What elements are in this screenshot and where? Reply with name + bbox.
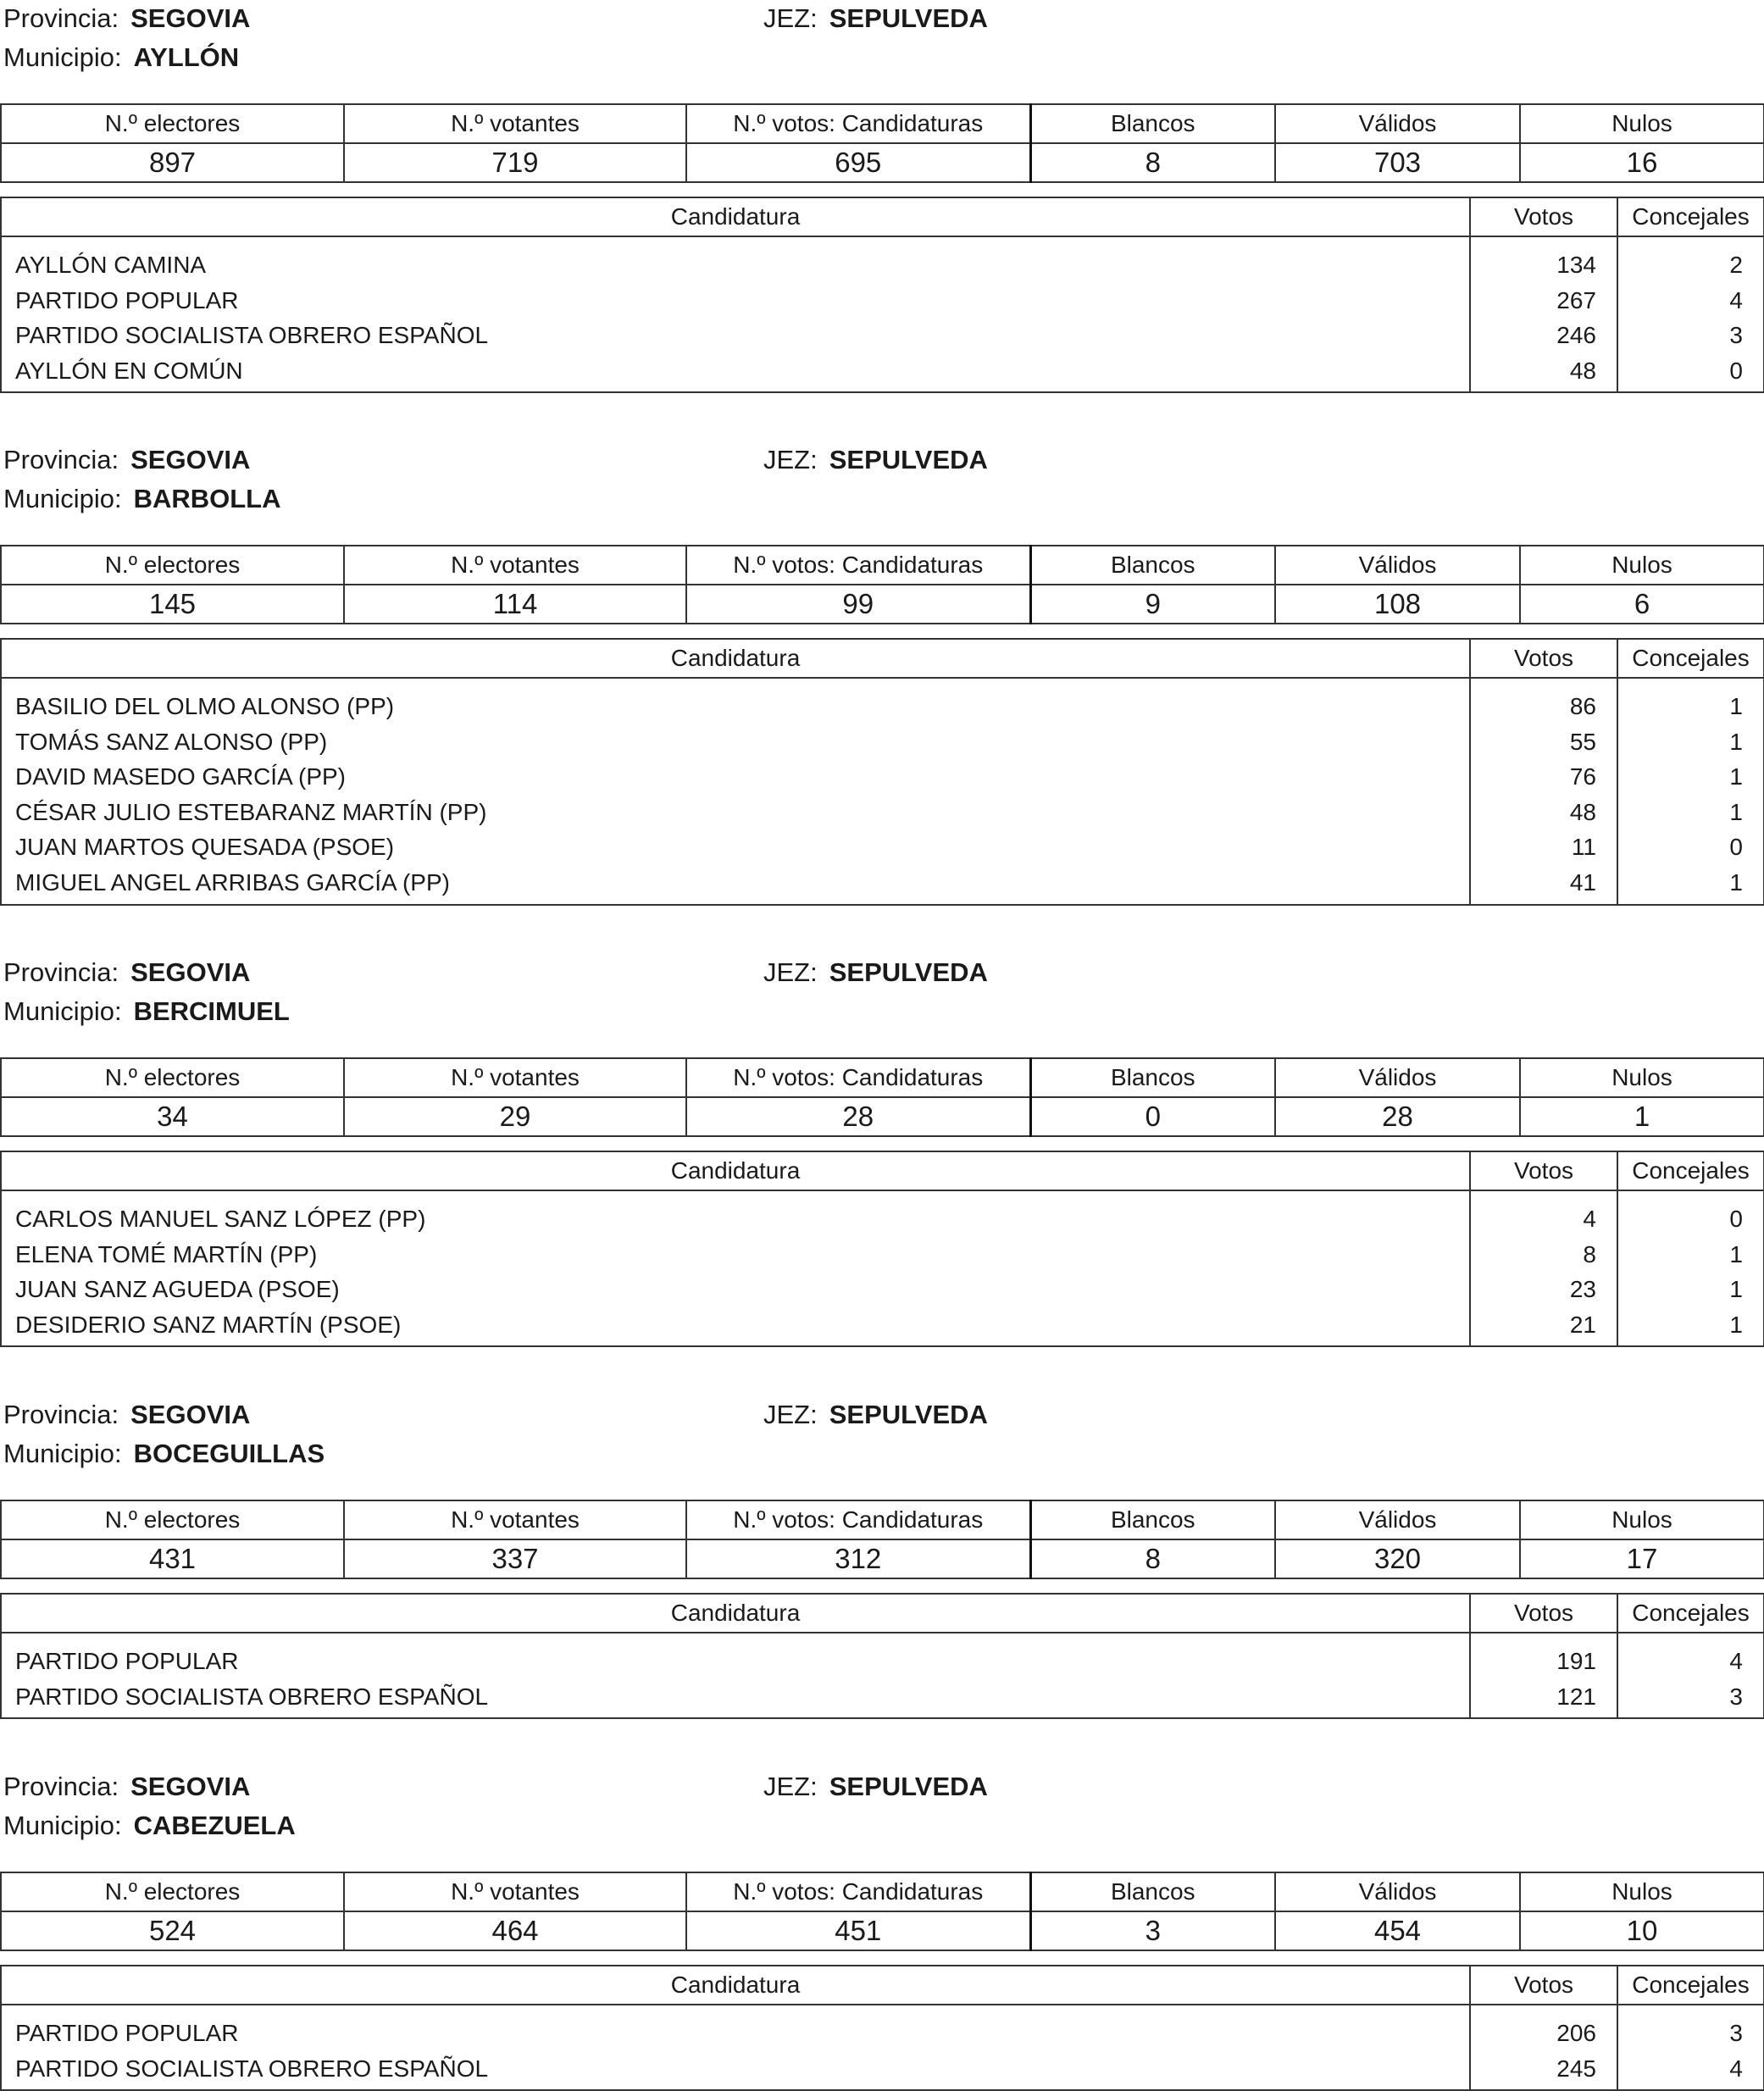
- votantes-header: N.º votantes: [344, 104, 686, 143]
- candidatura-name: DESIDERIO SANZ MARTÍN (PSOE): [15, 1311, 402, 1338]
- candidatura-name: DAVID MASEDO GARCÍA (PP): [15, 763, 346, 790]
- candidatura-name: CÉSAR JULIO ESTEBARANZ MARTÍN (PP): [15, 798, 487, 825]
- candidaturas-table: [0, 1593, 1764, 1719]
- concejales-header: Concejales: [1617, 639, 1764, 678]
- votantes-value: 29: [344, 1097, 686, 1136]
- municipio-value: BARBOLLA: [133, 484, 281, 513]
- municipio-line: [3, 1811, 296, 1841]
- candidaturas-header-row: [1, 1151, 1764, 1190]
- candidatura-votos: 48: [1569, 798, 1596, 825]
- validos-value: 320: [1275, 1539, 1520, 1578]
- nulos-header: Nulos: [1520, 546, 1764, 585]
- validos-header: Válidos: [1275, 104, 1520, 143]
- jez-label: JEZ:: [763, 1772, 818, 1801]
- nulos-value: 17: [1520, 1539, 1764, 1578]
- candidatura-concejales: 0: [1729, 357, 1743, 384]
- municipio-header: [0, 1770, 1764, 1848]
- summary-header-row: [1, 546, 1764, 585]
- votos-candidaturas-value: 695: [686, 143, 1030, 182]
- votos-cell: [1470, 2005, 1617, 2090]
- candidatura-votos: 134: [1556, 252, 1596, 278]
- municipio-block: [0, 1770, 1764, 2091]
- candidatura-concejales: 3: [1729, 1683, 1743, 1710]
- candidaturas-header-row: [1, 1966, 1764, 2005]
- summary-table: [0, 1057, 1764, 1137]
- candidatura-name: PARTIDO SOCIALISTA OBRERO ESPAÑOL: [15, 2055, 489, 2082]
- provincia-line: [3, 445, 250, 475]
- blancos-value: 8: [1030, 1539, 1275, 1578]
- candidatura-concejales: 1: [1729, 693, 1743, 719]
- municipio-label: Municipio:: [3, 1439, 122, 1468]
- candidatura-concejales: 3: [1729, 2020, 1743, 2046]
- jez-value: SEPULVEDA: [829, 1400, 988, 1429]
- summary-header-row: [1, 104, 1764, 143]
- provincia-value: SEGOVIA: [130, 957, 251, 987]
- electores-value: 897: [1, 143, 344, 182]
- municipio-header: [0, 1398, 1764, 1476]
- validos-value: 28: [1275, 1097, 1520, 1136]
- candidatura-concejales: 4: [1729, 286, 1743, 313]
- summary-value-row: [1, 585, 1764, 624]
- municipio-block: [0, 956, 1764, 1347]
- candidaturas-body-row: [1, 1190, 1764, 1346]
- candidatura-header: Candidatura: [1, 1594, 1470, 1633]
- municipio-line: [3, 484, 280, 514]
- provincia-value: SEGOVIA: [130, 1400, 251, 1429]
- candidatura-votos: 191: [1556, 1648, 1596, 1674]
- candidaturas-header-row: [1, 639, 1764, 678]
- votantes-value: 464: [344, 1911, 686, 1950]
- validos-value: 703: [1275, 143, 1520, 182]
- votos-candidaturas-value: 28: [686, 1097, 1030, 1136]
- candidatura-name: TOMÁS SANZ ALONSO (PP): [15, 728, 328, 755]
- candidatura-concejales: 4: [1729, 1648, 1743, 1674]
- votos-candidaturas-header: N.º votos: Candidaturas: [686, 104, 1030, 143]
- electores-header: N.º electores: [1, 1872, 344, 1911]
- candidatura-votos: 121: [1556, 1683, 1596, 1710]
- jez-line: [763, 445, 988, 475]
- provincia-label: Provincia:: [3, 1772, 119, 1801]
- jez-value: SEPULVEDA: [829, 445, 988, 474]
- summary-table: [0, 1500, 1764, 1579]
- candidatura-name: AYLLÓN CAMINA: [15, 252, 207, 278]
- candidaturas-body-row: [1, 1633, 1764, 1718]
- candidatura-concejales: 1: [1729, 1311, 1743, 1338]
- municipio-header: [0, 956, 1764, 1034]
- summary-value-row: [1, 143, 1764, 182]
- votos-candidaturas-header: N.º votos: Candidaturas: [686, 546, 1030, 585]
- blancos-value: 8: [1030, 143, 1275, 182]
- candidatura-votos: 4: [1583, 1206, 1596, 1232]
- candidatura-votos: 21: [1569, 1311, 1596, 1338]
- electores-value: 431: [1, 1539, 344, 1578]
- jez-value: SEPULVEDA: [829, 3, 988, 33]
- candidaturas-body-row: [1, 2005, 1764, 2090]
- municipio-label: Municipio:: [3, 1811, 122, 1840]
- municipio-label: Municipio:: [3, 484, 122, 513]
- candidaturas-header-row: [1, 1594, 1764, 1633]
- summary-header-row: [1, 1500, 1764, 1539]
- votos-cell: [1470, 1190, 1617, 1346]
- municipio-header: [0, 443, 1764, 521]
- provincia-value: SEGOVIA: [130, 445, 251, 474]
- candidatura-names-cell: [1, 2005, 1470, 2090]
- municipio-header: [0, 2, 1764, 80]
- candidaturas-table: [0, 197, 1764, 393]
- votos-header: Votos: [1470, 1151, 1617, 1190]
- jez-value: SEPULVEDA: [829, 957, 988, 987]
- candidaturas-table: [0, 1965, 1764, 2091]
- electores-header: N.º electores: [1, 104, 344, 143]
- concejales-cell: [1617, 1190, 1764, 1346]
- candidatura-names-cell: [1, 1190, 1470, 1346]
- votos-candidaturas-value: 451: [686, 1911, 1030, 1950]
- municipio-block: [0, 2, 1764, 393]
- candidaturas-table: [0, 1151, 1764, 1347]
- votos-candidaturas-header: N.º votos: Candidaturas: [686, 1500, 1030, 1539]
- votos-header: Votos: [1470, 197, 1617, 236]
- votantes-value: 114: [344, 585, 686, 624]
- municipio-value: AYLLÓN: [133, 42, 240, 72]
- candidatura-votos: 206: [1556, 2020, 1596, 2046]
- concejales-cell: [1617, 236, 1764, 392]
- votantes-header: N.º votantes: [344, 546, 686, 585]
- jez-line: [763, 1400, 988, 1430]
- candidatura-concejales: 4: [1729, 2055, 1743, 2082]
- electores-header: N.º electores: [1, 1058, 344, 1097]
- candidatura-votos: 11: [1571, 834, 1596, 861]
- candidatura-name: AYLLÓN EN COMÚN: [15, 357, 243, 384]
- candidatura-names-cell: [1, 236, 1470, 392]
- concejales-cell: [1617, 1633, 1764, 1718]
- summary-value-row: [1, 1539, 1764, 1578]
- nulos-header: Nulos: [1520, 1058, 1764, 1097]
- jez-line: [763, 1772, 988, 1802]
- candidatura-votos: 23: [1569, 1276, 1596, 1303]
- candidatura-votos: 246: [1556, 322, 1596, 349]
- concejales-cell: [1617, 2005, 1764, 2090]
- candidaturas-table: [0, 638, 1764, 906]
- candidatura-name: CARLOS MANUEL SANZ LÓPEZ (PP): [15, 1206, 426, 1232]
- candidatura-name: PARTIDO POPULAR: [15, 2020, 239, 2046]
- jez-label: JEZ:: [763, 1400, 818, 1429]
- municipio-block: [0, 1398, 1764, 1719]
- validos-header: Válidos: [1275, 546, 1520, 585]
- votantes-header: N.º votantes: [344, 1500, 686, 1539]
- nulos-header: Nulos: [1520, 104, 1764, 143]
- candidatura-votos: 8: [1583, 1240, 1596, 1267]
- candidatura-concejales: 1: [1729, 868, 1743, 896]
- validos-header: Válidos: [1275, 1058, 1520, 1097]
- nulos-value: 1: [1520, 1097, 1764, 1136]
- candidatura-header: Candidatura: [1, 1151, 1470, 1190]
- concejales-header: Concejales: [1617, 1594, 1764, 1633]
- blancos-header: Blancos: [1030, 1872, 1275, 1911]
- candidatura-name: PARTIDO POPULAR: [15, 286, 239, 313]
- blancos-header: Blancos: [1030, 546, 1275, 585]
- summary-table: [0, 545, 1764, 624]
- blancos-header: Blancos: [1030, 1500, 1275, 1539]
- municipio-label: Municipio:: [3, 996, 122, 1026]
- electores-value: 145: [1, 585, 344, 624]
- validos-value: 454: [1275, 1911, 1520, 1950]
- candidatura-votos: 41: [1569, 868, 1596, 896]
- jez-value: SEPULVEDA: [829, 1772, 988, 1801]
- candidaturas-body-row: [1, 678, 1764, 905]
- candidatura-votos: 55: [1569, 728, 1596, 755]
- electores-value: 524: [1, 1911, 344, 1950]
- candidatura-concejales: 1: [1729, 1276, 1743, 1303]
- provincia-line: [3, 957, 250, 988]
- candidatura-concejales: 1: [1729, 1240, 1743, 1267]
- nulos-value: 6: [1520, 585, 1764, 624]
- nulos-value: 16: [1520, 143, 1764, 182]
- votos-cell: [1470, 678, 1617, 905]
- provincia-value: SEGOVIA: [130, 3, 251, 33]
- municipio-value: BERCIMUEL: [133, 996, 290, 1026]
- candidatura-votos: 245: [1556, 2055, 1596, 2082]
- municipio-line: [3, 42, 239, 73]
- candidatura-name: PARTIDO SOCIALISTA OBRERO ESPAÑOL: [15, 322, 489, 349]
- candidatura-name: PARTIDO SOCIALISTA OBRERO ESPAÑOL: [15, 1683, 489, 1710]
- summary-header-row: [1, 1058, 1764, 1097]
- candidatura-name: MIGUEL ANGEL ARRIBAS GARCÍA (PP): [15, 868, 450, 896]
- municipio-value: BOCEGUILLAS: [133, 1439, 325, 1468]
- votos-header: Votos: [1470, 1966, 1617, 2005]
- validos-value: 108: [1275, 585, 1520, 624]
- candidatura-header: Candidatura: [1, 1966, 1470, 2005]
- candidaturas-header-row: [1, 197, 1764, 236]
- votos-candidaturas-value: 312: [686, 1539, 1030, 1578]
- blancos-value: 3: [1030, 1911, 1275, 1950]
- concejales-header: Concejales: [1617, 1966, 1764, 2005]
- provincia-line: [3, 1400, 250, 1430]
- validos-header: Válidos: [1275, 1872, 1520, 1911]
- candidatura-votos: 76: [1569, 763, 1596, 790]
- summary-table: [0, 1872, 1764, 1951]
- candidatura-votos: 86: [1569, 693, 1596, 719]
- provincia-line: [3, 3, 250, 34]
- blancos-value: 0: [1030, 1097, 1275, 1136]
- blancos-header: Blancos: [1030, 1058, 1275, 1097]
- summary-value-row: [1, 1911, 1764, 1950]
- summary-header-row: [1, 1872, 1764, 1911]
- votos-cell: [1470, 1633, 1617, 1718]
- votos-cell: [1470, 236, 1617, 392]
- municipio-block: [0, 443, 1764, 906]
- nulos-header: Nulos: [1520, 1500, 1764, 1539]
- candidatura-names-cell: [1, 678, 1470, 905]
- electores-header: N.º electores: [1, 1500, 344, 1539]
- candidatura-name: PARTIDO POPULAR: [15, 1648, 239, 1674]
- candidatura-header: Candidatura: [1, 639, 1470, 678]
- votos-candidaturas-value: 99: [686, 585, 1030, 624]
- candidatura-concejales: 3: [1729, 322, 1743, 349]
- candidatura-names-cell: [1, 1633, 1470, 1718]
- candidatura-concejales: 0: [1729, 834, 1743, 861]
- votantes-value: 719: [344, 143, 686, 182]
- votantes-header: N.º votantes: [344, 1872, 686, 1911]
- provincia-line: [3, 1772, 250, 1802]
- jez-label: JEZ:: [763, 3, 818, 33]
- jez-label: JEZ:: [763, 445, 818, 474]
- concejales-cell: [1617, 678, 1764, 905]
- provincia-label: Provincia:: [3, 957, 119, 987]
- candidatura-concejales: 0: [1729, 1206, 1743, 1232]
- municipio-label: Municipio:: [3, 42, 122, 72]
- candidatura-concejales: 1: [1729, 728, 1743, 755]
- concejales-header: Concejales: [1617, 197, 1764, 236]
- jez-label: JEZ:: [763, 957, 818, 987]
- jez-line: [763, 3, 988, 34]
- municipio-line: [3, 996, 290, 1027]
- provincia-label: Provincia:: [3, 3, 119, 33]
- candidatura-name: ELENA TOMÉ MARTÍN (PP): [15, 1240, 318, 1267]
- candidatura-votos: 48: [1569, 357, 1596, 384]
- provincia-label: Provincia:: [3, 1400, 119, 1429]
- municipio-value: CABEZUELA: [133, 1811, 296, 1840]
- candidatura-votos: 267: [1556, 286, 1596, 313]
- blancos-value: 9: [1030, 585, 1275, 624]
- jez-line: [763, 957, 988, 988]
- blancos-header: Blancos: [1030, 104, 1275, 143]
- candidatura-concejales: 1: [1729, 763, 1743, 790]
- electores-header: N.º electores: [1, 546, 344, 585]
- validos-header: Válidos: [1275, 1500, 1520, 1539]
- candidatura-header: Candidatura: [1, 197, 1470, 236]
- votos-header: Votos: [1470, 639, 1617, 678]
- candidatura-name: BASILIO DEL OLMO ALONSO (PP): [15, 693, 395, 719]
- votantes-header: N.º votantes: [344, 1058, 686, 1097]
- electores-value: 34: [1, 1097, 344, 1136]
- provincia-label: Provincia:: [3, 445, 119, 474]
- nulos-value: 10: [1520, 1911, 1764, 1950]
- nulos-header: Nulos: [1520, 1872, 1764, 1911]
- votantes-value: 337: [344, 1539, 686, 1578]
- summary-table: [0, 103, 1764, 183]
- candidatura-name: JUAN SANZ AGUEDA (PSOE): [15, 1276, 340, 1303]
- votos-candidaturas-header: N.º votos: Candidaturas: [686, 1872, 1030, 1911]
- votos-header: Votos: [1470, 1594, 1617, 1633]
- candidatura-name: JUAN MARTOS QUESADA (PSOE): [15, 834, 395, 861]
- concejales-header: Concejales: [1617, 1151, 1764, 1190]
- votos-candidaturas-header: N.º votos: Candidaturas: [686, 1058, 1030, 1097]
- candidatura-concejales: 2: [1729, 252, 1743, 278]
- candidatura-concejales: 1: [1729, 798, 1743, 825]
- provincia-value: SEGOVIA: [130, 1772, 251, 1801]
- candidaturas-body-row: [1, 236, 1764, 392]
- municipio-line: [3, 1439, 325, 1469]
- summary-value-row: [1, 1097, 1764, 1136]
